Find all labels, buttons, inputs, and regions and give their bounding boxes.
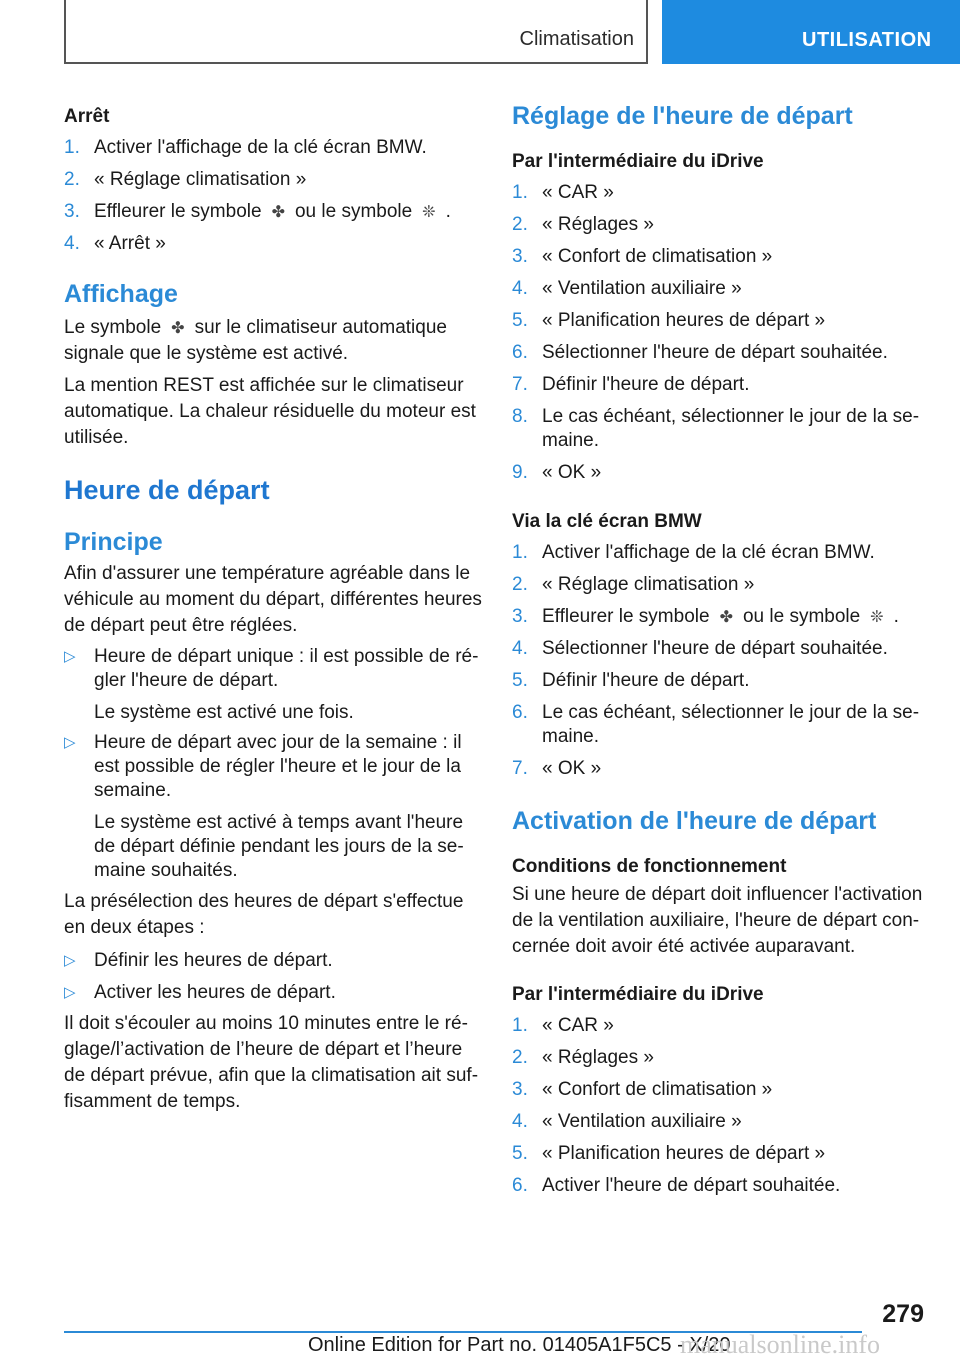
header-section-tab: UTILISATION	[662, 0, 960, 64]
list-item: 2. « Réglages »	[512, 1047, 654, 1069]
list-item: 3. Effleurer le symbole ✤ ou le symbole ❊ .	[512, 606, 899, 628]
conditions-subheading: Conditions de fonctionnement	[512, 856, 787, 878]
list-item: 7. « OK »	[512, 758, 602, 780]
list-item: 1. Activer l'affichage de la clé écran BMW.	[512, 542, 875, 563]
header-chapter: Climatisation	[519, 28, 634, 50]
list-item: 4. « Arrêt »	[64, 233, 166, 255]
list-item: 4. Sélectionner l'heure de départ souhaitée.	[512, 638, 888, 660]
list-item: 3. « Confort de climatisation »	[512, 246, 773, 267]
header-chapter-box	[64, 0, 648, 64]
idrive-steps	[512, 181, 932, 485]
mode-bullets	[64, 645, 484, 883]
fan-icon: ✤	[171, 318, 185, 338]
affichage-paragraph-1: Le symbole ✤ sur le climatiseur automatique signale que le système est activé.	[64, 315, 484, 367]
list-item: ▷ Heure de départ unique : il est possible de régler l'heure de départ. Le système est activé une fois.	[64, 646, 479, 724]
triangle-bullet-icon: ▷	[64, 734, 76, 752]
list-item: 6. Sélectionner l'heure de départ souhaitée.	[512, 342, 888, 363]
fan-icon: ✤	[271, 202, 285, 221]
list-item: 8. Le cas échéant, sélectionner le jour de la semaine.	[512, 406, 920, 451]
list-item: 3. « Confort de climatisation »	[512, 1079, 773, 1101]
footer-edition: Online Edition for Part no. 01405A1F5C5 - X/20	[308, 1334, 731, 1356]
list-item: 5. « Planification heures de départ »	[512, 310, 826, 331]
list-item: 6. Le cas échéant, sélectionner le jour de la semaine.	[512, 702, 920, 748]
right-column	[512, 96, 932, 1198]
left-column	[64, 96, 484, 1115]
idrive2-steps	[512, 1014, 932, 1198]
principe-heading: Principe	[64, 528, 163, 557]
list-item: 1. « CAR »	[512, 1015, 614, 1037]
conditions-paragraph: Si une heure de départ doit influencer l'activation de la ventilation auxiliaire, l'heure de départ concernée doit avoir été activée auparavant.	[512, 884, 923, 958]
list-item: 2. « Réglages »	[512, 214, 654, 235]
step-bullets	[64, 949, 484, 1005]
page-number: 279	[882, 1300, 924, 1328]
list-item: ▷ Heure de départ avec jour de la semaine : il est possible de régler l'heure et le jour de la semaine. Le système est activé à temps avant l'heure de départ définie pendant les jours de la semaine souhaités.	[64, 732, 464, 882]
key-subheading: Via la clé écran BMW	[512, 511, 702, 532]
triangle-bullet-icon: ▷	[64, 648, 76, 666]
affichage-heading: Affichage	[64, 280, 178, 309]
triangle-bullet-icon: ▷	[64, 952, 76, 970]
affichage-paragraph-2: La mention REST est affichée sur le climatiseur automatique. La chaleur résiduelle du moteur est utilisée.	[64, 375, 476, 449]
list-item: 2. « Réglage climatisation »	[512, 574, 755, 595]
list-item: ▷ Activer les heures de départ.	[64, 982, 336, 1004]
list-item: 7. Définir l'heure de départ.	[512, 374, 750, 395]
arret-steps	[64, 136, 484, 256]
list-item: 1. Activer l'affichage de la clé écran BMW.	[64, 137, 427, 158]
fan-rest-icon: ❊	[870, 607, 884, 626]
idrive2-subheading: Par l'intermédiaire du iDrive	[512, 984, 764, 1006]
list-item: 9. « OK »	[512, 462, 602, 483]
triangle-bullet-icon: ▷	[64, 984, 76, 1002]
arret-title: Arrêt	[64, 106, 110, 127]
list-item: 2. « Réglage climatisation »	[64, 169, 307, 190]
preselection-paragraph: La présélection des heures de départ s'effectue en deux étapes :	[64, 891, 464, 939]
list-item: 1. « CAR »	[512, 182, 614, 203]
list-item: 5. « Planification heures de départ »	[512, 1143, 826, 1165]
activation-heading: Activation de l'heure de départ	[512, 807, 877, 836]
fan-icon: ✤	[719, 607, 733, 626]
list-item: 4. « Ventilation auxiliaire »	[512, 278, 742, 299]
list-item: 6. Activer l'heure de départ souhaitée.	[512, 1175, 841, 1197]
timing-paragraph: Il doit s'écouler au moins 10 minutes entre le réglage/l’activation de l’heure de départ et l’heure de départ prévue, afin que la climatisation ait suffisamment de temps.	[64, 1013, 479, 1113]
fan-rest-icon: ❊	[422, 202, 436, 221]
list-item: 4. « Ventilation auxiliaire »	[512, 1111, 742, 1133]
reglage-heading: Réglage de l'heure de départ	[512, 102, 853, 130]
principe-paragraph: Afin d'assurer une température agréable dans le véhicule au moment du départ, différentes heures de départ peut être réglées.	[64, 563, 482, 637]
list-item: ▷ Définir les heures de départ.	[64, 950, 333, 972]
list-item: 5. Définir l'heure de départ.	[512, 670, 750, 692]
list-item: 3. Effleurer le symbole ✤ ou le symbole ❊ .	[64, 201, 451, 223]
watermark-logo: manualsonline.info	[680, 1330, 881, 1359]
idrive-subheading: Par l'intermédiaire du iDrive	[512, 151, 764, 172]
key-steps	[512, 541, 932, 781]
heure-heading: Heure de départ	[64, 475, 270, 506]
